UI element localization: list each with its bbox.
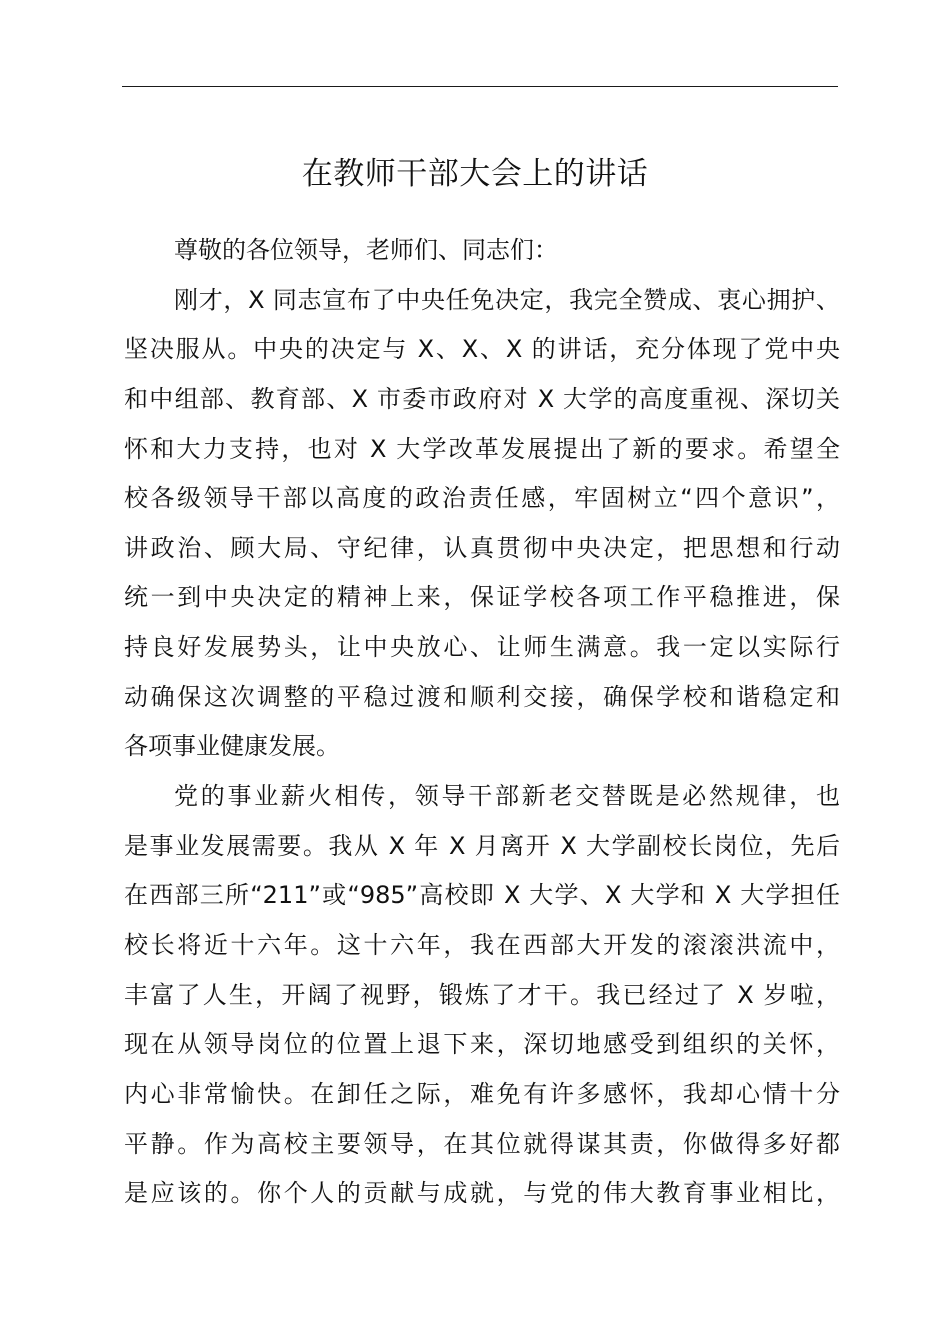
body-line: 丰富了人生，开阔了视野，锻炼了才干。我已经过了 X 岁啦， xyxy=(124,980,840,1009)
body-line: 校长将近十六年。这十六年，我在西部大开发的滚滚洪流中， xyxy=(124,930,840,959)
body-line: 党的事业薪火相传，领导干部新老交替既是必然规律，也 xyxy=(174,782,840,811)
body-line: 动确保这次调整的平稳过渡和顺利交接，确保学校和谐稳定和 xyxy=(124,682,840,711)
body-line: 持良好发展势头，让中央放心、让师生满意。我一定以实际行 xyxy=(124,633,840,662)
body-line: 尊敬的各位领导，老师们、同志们： xyxy=(174,236,558,264)
body-line: 讲政治、顾大局、守纪律，认真贯彻中央决定，把思想和行动 xyxy=(124,533,840,562)
document-title: 在教师干部大会上的讲话 xyxy=(301,156,649,192)
body-line: 是事业发展需要。我从 X 年 X 月离开 X 大学副校长岗位，先后 xyxy=(124,831,840,860)
body-line: 各项事业健康发展。 xyxy=(124,732,340,761)
body-line: 统一到中央决定的精神上来，保证学校各项工作平稳推进，保 xyxy=(124,583,840,612)
body-line: 怀和大力支持，也对 X 大学改革发展提出了新的要求。希望全 xyxy=(124,434,840,463)
header-rule xyxy=(122,86,838,87)
body-line: 和中组部、教育部、X 市委市政府对 X 大学的高度重视、深切关 xyxy=(124,384,840,413)
body-line: 内心非常愉快。在卸任之际，难免有许多感怀，我却心情十分 xyxy=(124,1079,840,1108)
body-line: 平静。作为高校主要领导，在其位就得谋其责，你做得多好都 xyxy=(124,1129,840,1158)
body-line: 是应该的。你个人的贡献与成就，与党的伟大教育事业相比， xyxy=(124,1179,840,1208)
document-body xyxy=(124,226,840,1219)
body-line: 坚决服从。中央的决定与 X、X、X 的讲话，充分体现了党中央 xyxy=(124,335,840,364)
body-line: 校各级领导干部以高度的政治责任感，牢固树立“四个意识”， xyxy=(124,484,840,513)
body-line: 刚才，X 同志宣布了中央任免决定，我完全赞成、衷心拥护、 xyxy=(174,285,840,314)
body-line: 现在从领导岗位的位置上退下来，深切地感受到组织的关怀， xyxy=(124,1030,840,1059)
body-line: 在西部三所“211”或“985”高校即 X 大学、X 大学和 X 大学担任 xyxy=(124,881,840,910)
